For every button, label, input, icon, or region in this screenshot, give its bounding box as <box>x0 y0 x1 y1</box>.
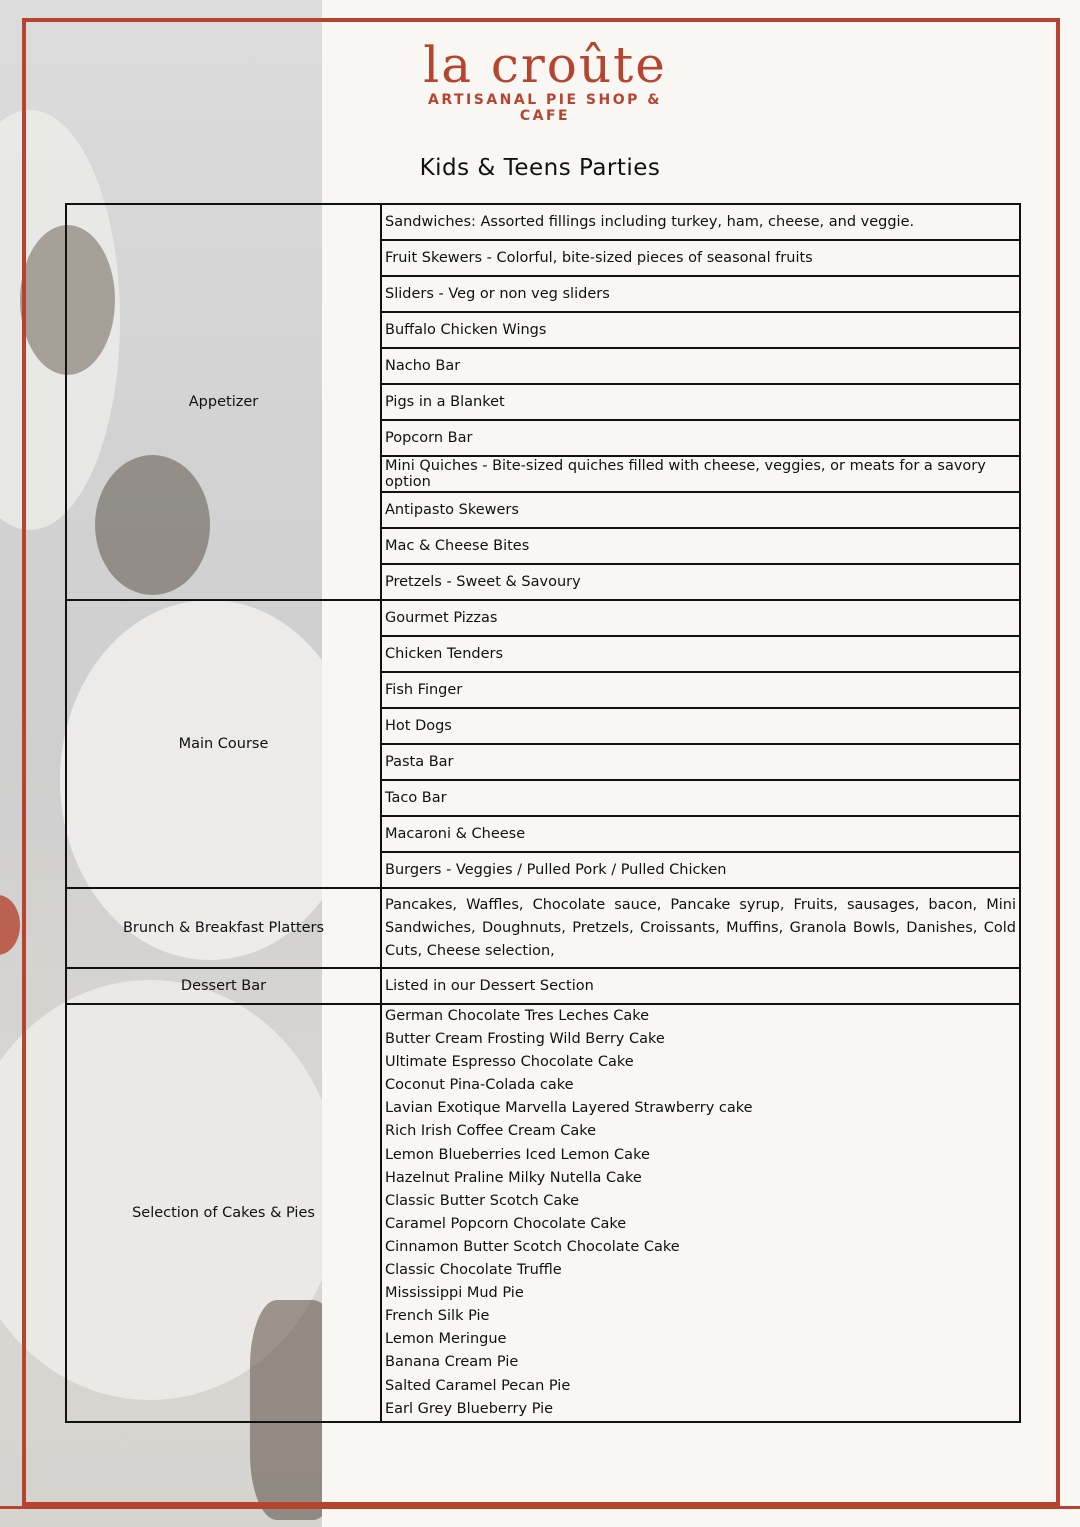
list-item: Salted Caramel Pecan Pie <box>385 1377 571 1394</box>
menu-item: Pretzels - Sweet & Savoury <box>381 564 1020 600</box>
table-row <box>66 888 1020 968</box>
list-item: French Silk Pie <box>385 1308 490 1325</box>
list-item: Rich Irish Coffee Cream Cake <box>385 1123 597 1140</box>
brand-tagline: ARTISANAL PIE SHOP & CAFE <box>428 92 662 124</box>
table-row <box>66 204 1020 240</box>
list-item: Butter Cream Frosting Wild Berry Cake <box>385 1031 665 1048</box>
menu-item: Antipasto Skewers <box>381 492 1020 528</box>
menu-table <box>65 203 1021 1423</box>
brand-logo <box>410 36 680 124</box>
table-row <box>66 968 1020 1004</box>
menu-item: Pasta Bar <box>381 744 1020 780</box>
list-item: Banana Cream Pie <box>385 1354 519 1371</box>
category-dessert-bar: Dessert Bar <box>66 968 381 1004</box>
brand-name: la croûte <box>423 36 667 94</box>
table-row <box>66 600 1020 636</box>
menu-item: Sandwiches: Assorted fillings including turkey, ham, cheese, and veggie. <box>381 204 1020 240</box>
menu-item: Fruit Skewers - Colorful, bite-sized pieces of seasonal fruits <box>381 240 1020 276</box>
menu-item: Macaroni & Cheese <box>381 816 1020 852</box>
menu-item: Chicken Tenders <box>381 636 1020 672</box>
list-item: Earl Grey Blueberry Pie <box>385 1400 554 1417</box>
category-appetizer: Appetizer <box>66 204 381 600</box>
menu-item: Fish Finger <box>381 672 1020 708</box>
list-item: German Chocolate Tres Leches Cake <box>385 1008 650 1024</box>
list-item: Lavian Exotique Marvella Layered Strawberry cake <box>385 1100 753 1117</box>
menu-item: Popcorn Bar <box>381 420 1020 456</box>
list-item: Lemon Meringue <box>385 1331 507 1348</box>
list-item: Coconut Pina-Colada cake <box>385 1077 574 1094</box>
menu-item: Mac & Cheese Bites <box>381 528 1020 564</box>
menu-item: Burgers - Veggies / Pulled Pork / Pulled Chicken <box>381 852 1020 888</box>
menu-item: Gourmet Pizzas <box>381 600 1020 636</box>
dessert-description: Listed in our Dessert Section <box>381 968 1020 1004</box>
list-item: Lemon Blueberries Iced Lemon Cake <box>385 1146 650 1163</box>
table-row <box>66 1004 1020 1422</box>
list-item: Mississippi Mud Pie <box>385 1285 524 1302</box>
list-item: Classic Butter Scotch Cake <box>385 1192 580 1209</box>
menu-item: Hot Dogs <box>381 708 1020 744</box>
menu-item: Buffalo Chicken Wings <box>381 312 1020 348</box>
list-item: Caramel Popcorn Chocolate Cake <box>385 1215 627 1232</box>
menu-item: Mini Quiches - Bite-sized quiches filled with cheese, veggies, or meats for a savory option <box>381 456 1020 492</box>
category-main-course: Main Course <box>66 600 381 888</box>
list-item: Ultimate Espresso Chocolate Cake <box>385 1054 634 1071</box>
list-item: Hazelnut Praline Milky Nutella Cake <box>385 1169 642 1186</box>
category-brunch-and-breakfast-platters: Brunch & Breakfast Platters <box>66 888 381 968</box>
list-item: Cinnamon Butter Scotch Chocolate Cake <box>385 1238 680 1255</box>
list-item: Classic Chocolate Truffle <box>385 1262 562 1279</box>
page-title: Kids & Teens Parties <box>419 155 661 181</box>
menu-item: Nacho Bar <box>381 348 1020 384</box>
menu-item: Sliders - Veg or non veg sliders <box>381 276 1020 312</box>
menu-item: Taco Bar <box>381 780 1020 816</box>
artwork-figure <box>0 895 20 955</box>
brunch-description: Pancakes, Waffles, Chocolate sauce, Pancake syrup, Fruits, sausages, bacon, Mini Sandwiches, Doughnuts, Pretzels, Croissants, Muffins, Granola Bowls, Danishes, Cold Cuts, Cheese selection, <box>381 888 1020 968</box>
category-selection-of-cakes-and-pies: Selection of Cakes & Pies <box>66 1004 381 1422</box>
menu-item: Pigs in a Blanket <box>381 384 1020 420</box>
page-border-bottom <box>0 1506 1080 1509</box>
cakes-list <box>381 1004 1020 1422</box>
